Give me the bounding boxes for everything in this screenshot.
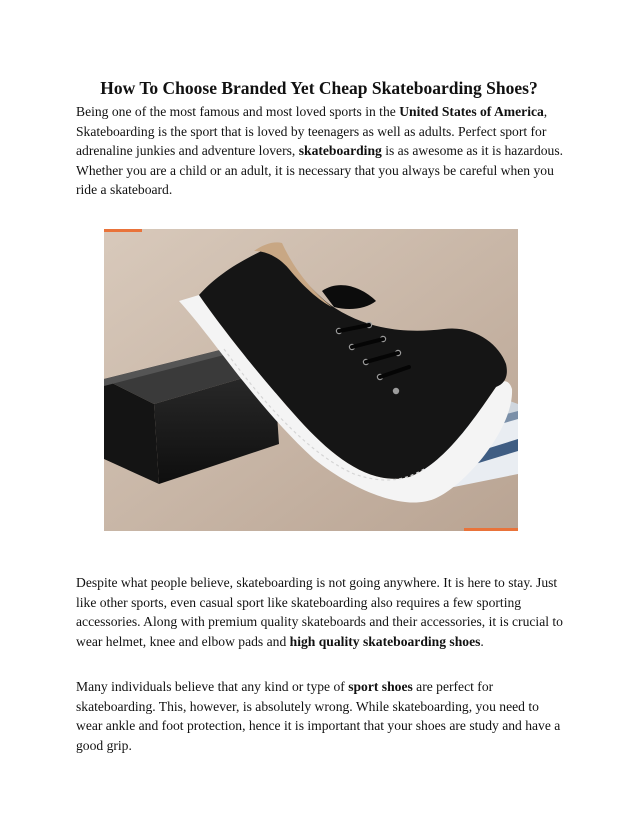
text-span: is as awesome as it is hazardous. Whether you are a child or an adult, it is necessary that you always be careful when you ride a skateboard. [76,143,564,197]
protection-paragraph [76,677,566,755]
sneaker-illustration [104,229,518,531]
bold-phrase: sport shoes [348,679,413,694]
bold-phrase: United States of America [399,104,544,119]
intro-paragraph [76,102,566,200]
bold-phrase: skateboarding [298,143,382,158]
sneaker-photo [104,229,518,531]
text-span: Many individuals believe that any kind or type of [76,679,349,694]
accent-line [464,528,518,531]
bold-phrase: high quality skateboarding shoes [289,633,481,649]
accessories-paragraph [76,573,566,651]
text-span: , Skateboarding is the sport that is loved by teenagers as well as adults. Perfect sport for adrenaline junkies and adventure lovers, [76,104,548,158]
text-span: . [480,633,484,649]
text-span: Despite what people believe, skateboarding is not going anywhere. It is here to stay. Just like other sports, even casual sport like skateboarding also requires a few sporting accessories. Along with premium quality skateboards and their accessories, it is crucial to wear helmet, knee and elbow pads and [76,575,563,649]
text-span: are perfect for skateboarding. This, however, is absolutely wrong. While skateboarding, you need to wear ankle and foot protection, hence it is important that your shoes are study and have a good grip. [76,679,561,753]
text-span: Being one of the most famous and most loved sports in the [76,104,400,119]
page-title: How To Choose Branded Yet Cheap Skateboarding Shoes? [100,78,538,98]
accent-line [104,229,142,232]
